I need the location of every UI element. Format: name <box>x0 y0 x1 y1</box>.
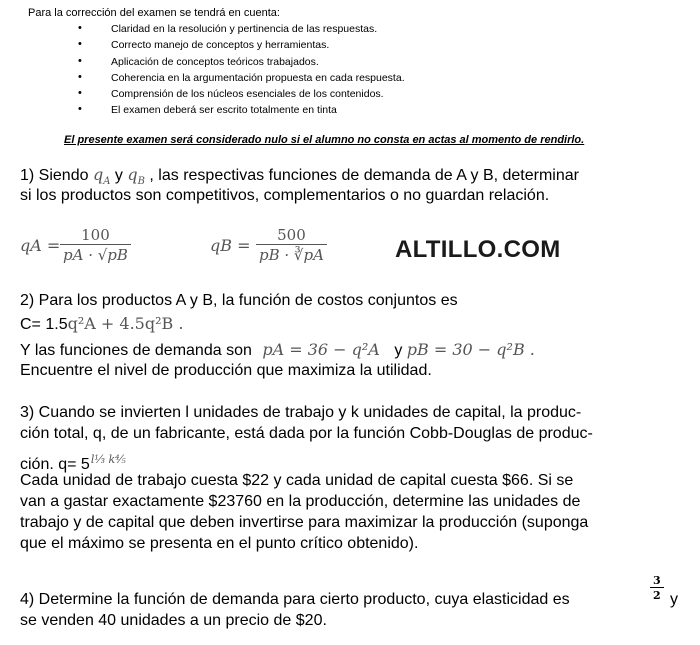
demand-a-expression: pA = 36 − q²A <box>262 340 380 359</box>
problem-4-line-2: se venden 40 unidades a un precio de $20. <box>20 612 327 629</box>
problem-4-line-1-end: y <box>670 591 678 608</box>
qb-numerator: 500 <box>277 226 306 244</box>
problem-2-line-4: Encuentre el nivel de producción que maximiza la utilidad. <box>20 362 432 379</box>
qa-numerator: 100 <box>81 226 110 244</box>
elasticity-fraction <box>650 574 664 602</box>
problem-2-demand <box>20 339 535 361</box>
symbol-qa: $q_A$ <box>92 165 111 188</box>
qa-denominator: pA · √pB <box>60 244 131 264</box>
qa-fraction <box>60 226 131 264</box>
criteria-item: • El examen deberá ser escrito totalmente en tinta <box>78 104 405 120</box>
problem-3-line-2: ción total, q, de un fabricante, está dada por la función Cobb-Douglas de produc- <box>20 425 593 442</box>
demand-prefix: Y las funciones de demanda son <box>20 342 252 359</box>
problem-1-line-2: si los productos son competitivos, complementarios o no guardan relación. <box>20 187 550 204</box>
criteria-item: • Correcto manejo de conceptos y herramientas. <box>78 39 405 55</box>
criteria-item: • Claridad en la resolución y pertinencia de las respuestas. <box>78 23 405 39</box>
criteria-item: • Coherencia en la argumentación propuesta en cada respuesta. <box>78 72 405 88</box>
qb-fraction <box>256 226 327 264</box>
criteria-item: • Comprensión de los núcleos esenciales de los contenidos. <box>78 88 405 104</box>
problem-4-line-1: 4) Determine la función de demanda para cierto producto, cuya elasticidad es <box>20 591 570 608</box>
criteria-item: • Aplicación de conceptos teóricos trabajados. <box>78 56 405 72</box>
problem-3-line-5: van a gastar exactamente $23760 en la producción, determine las unidades de <box>20 493 581 510</box>
problem-3-line-7: que el máximo se presenta en el punto crítico obtenido). <box>20 535 419 552</box>
nullity-warning: El presente examen será considerado nulo si el alumno no consta en actas al momento de rendirlo. <box>64 134 585 146</box>
criteria-intro: Para la corrección del examen se tendrá en cuenta: <box>28 7 280 19</box>
problem-3-line-6: trabajo y de capital que deben invertirse para maximizar la producción (suponga <box>20 514 589 531</box>
problem-3-line-4: Cada unidad de trabajo cuesta $22 y cada unidad de capital cuesta $66. Si se <box>20 472 574 489</box>
problem-1-prefix: 1) Siendo <box>20 167 89 184</box>
criteria-list <box>78 23 405 121</box>
problem-3-line-1: 3) Cuando se invierten l unidades de trabajo y k unidades de capital, la produc- <box>20 404 582 421</box>
demand-mid: y <box>394 342 403 359</box>
symbol-qb: $q_B$ <box>127 165 145 188</box>
cobb-douglas-exponents: l⅓ k⅘ <box>90 453 126 466</box>
problem-2-line-1: 2) Para los productos A y B, la función de costos conjuntos es <box>20 292 458 309</box>
cost-prefix: C= 1.5 <box>20 316 68 333</box>
cost-expression: q²A + 4.5q²B . <box>67 314 184 333</box>
qb-denominator: pB · ∛pA <box>256 244 327 264</box>
qb-label: qB = <box>210 236 251 255</box>
problem-1-suffix: , las respectivas funciones de demanda de A y B, determinar <box>149 167 579 184</box>
elasticity-numerator: 3 <box>653 574 661 587</box>
problem-2-cost <box>20 313 183 335</box>
altillo-watermark: ALTILLO.COM <box>395 236 561 263</box>
qa-label: qA = <box>20 236 61 255</box>
problem-1-mid: y <box>114 167 123 184</box>
demand-b-expression: pB = 30 − q²B . <box>406 340 535 359</box>
elasticity-denominator: 2 <box>650 587 664 602</box>
cobb-douglas-prefix: ción. q= 5 <box>20 456 90 473</box>
